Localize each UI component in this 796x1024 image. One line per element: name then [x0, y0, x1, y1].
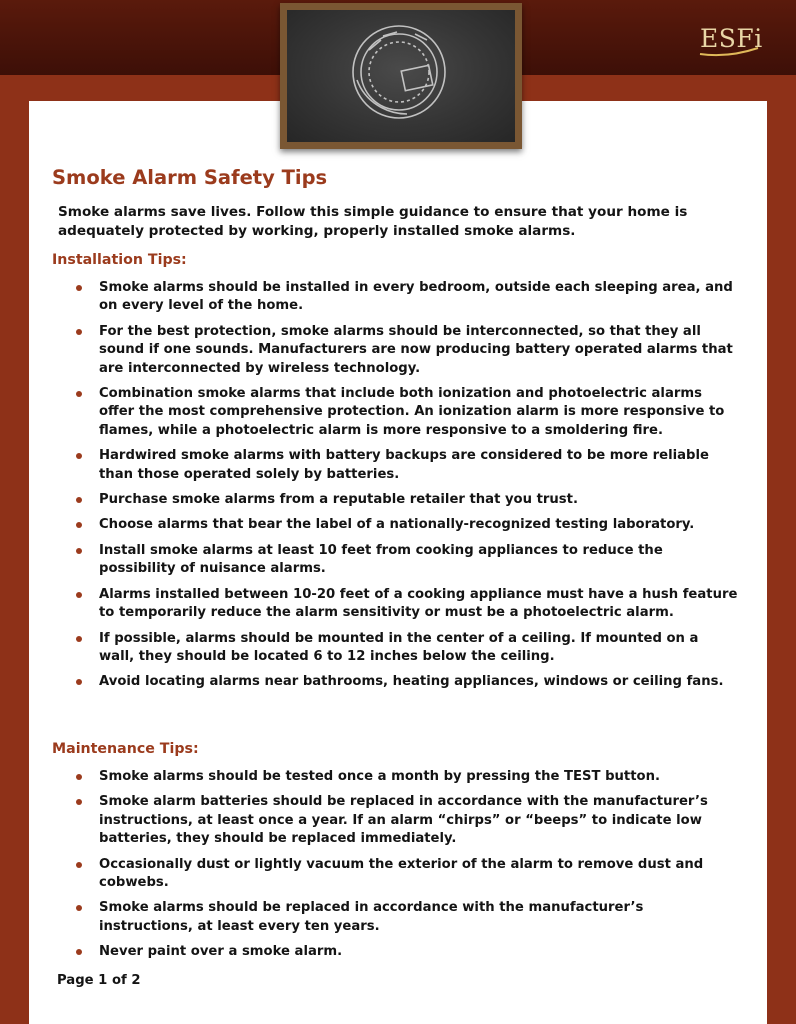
list-item: If possible, alarms should be mounted in the center of a ceiling. If mounted on a wall, they should be located 6 to 12 inches below the ceiling.: [70, 630, 738, 667]
intro-paragraph: Smoke alarms save lives. Follow this simple guidance to ensure that your home is adequately protected by working, properly installed smoke alarms.: [58, 204, 688, 239]
bullet-icon: [76, 862, 82, 868]
bullet-icon: [76, 774, 82, 780]
maintenance-tips-list: [70, 768, 738, 969]
chalkboard-smoke-alarm-illustration: [280, 3, 522, 149]
list-item: Combination smoke alarms that include both ionization and photoelectric alarms offer the most comprehensive protection. An ionization alarm is more responsive to flames, while a photoelectric alarm is more responsive to a smoldering fire.: [70, 385, 738, 440]
bullet-icon: [76, 592, 82, 598]
list-item: Choose alarms that bear the label of a nationally-recognized testing laboratory.: [70, 516, 738, 534]
list-item: Never paint over a smoke alarm.: [70, 943, 738, 961]
bullet-icon: [76, 548, 82, 554]
list-item: For the best protection, smoke alarms should be interconnected, so that they all sound if one sounds. Manufacturers are now producing battery operated alarms that are interconnected by wireless technology.: [70, 323, 738, 378]
list-item: Occasionally dust or lightly vacuum the exterior of the alarm to remove dust and cobwebs.: [70, 856, 738, 893]
bullet-icon: [76, 799, 82, 805]
list-item: Smoke alarm batteries should be replaced in accordance with the manufacturer’s instructions, at least once a year. If an alarm “chirps” or “beeps” to indicate low batteries, they should be replaced immediately.: [70, 793, 738, 848]
list-item: Smoke alarms should be tested once a month by pressing the TEST button.: [70, 768, 738, 786]
bullet-icon: [76, 391, 82, 397]
list-item: Avoid locating alarms near bathrooms, heating appliances, windows or ceiling fans.: [70, 673, 738, 691]
bullet-icon: [76, 522, 82, 528]
list-item: Smoke alarms should be replaced in accordance with the manufacturer’s instructions, at least every ten years.: [70, 899, 738, 936]
bullet-icon: [76, 679, 82, 685]
list-item: Install smoke alarms at least 10 feet from cooking appliances to reduce the possibility of nuisance alarms.: [70, 542, 738, 579]
logo-swoosh-icon: [698, 46, 760, 58]
bullet-icon: [76, 905, 82, 911]
bullet-icon: [76, 636, 82, 642]
esfi-logo: ESFi: [700, 24, 763, 53]
page-title: Smoke Alarm Safety Tips: [52, 166, 328, 189]
maintenance-heading: Maintenance Tips:: [52, 741, 199, 757]
list-item: Smoke alarms should be installed in every bedroom, outside each sleeping area, and on every level of the home.: [70, 279, 738, 316]
bullet-icon: [76, 453, 82, 459]
list-item: Hardwired smoke alarms with battery backups are considered to be more reliable than those operated solely by batteries.: [70, 447, 738, 484]
page-number: Page 1 of 2: [57, 973, 141, 988]
list-item: Purchase smoke alarms from a reputable retailer that you trust.: [70, 491, 738, 509]
bullet-icon: [76, 285, 82, 291]
installation-tips-list: [70, 279, 738, 699]
bullet-icon: [76, 497, 82, 503]
bullet-icon: [76, 949, 82, 955]
list-item: Alarms installed between 10-20 feet of a cooking appliance must have a hush feature to temporarily reduce the alarm sensitivity or must be a photoelectric alarm.: [70, 586, 738, 623]
installation-heading: Installation Tips:: [52, 252, 187, 268]
bullet-icon: [76, 329, 82, 335]
